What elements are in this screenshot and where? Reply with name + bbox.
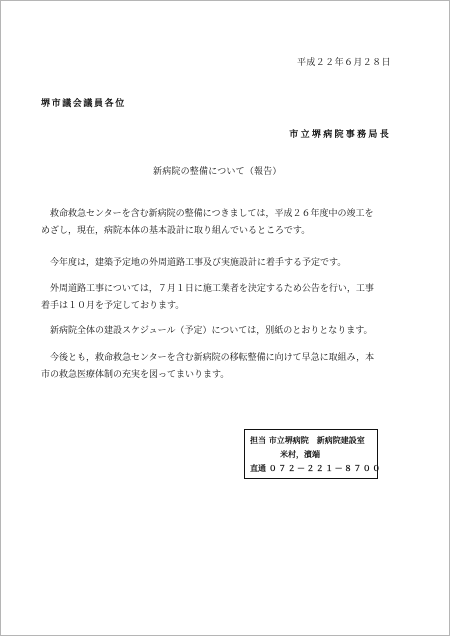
paragraph-2 xyxy=(41,255,421,272)
sender-line: 市立堺病院事務局長 xyxy=(289,130,391,140)
recipient-line: 堺市議会議員各位 xyxy=(41,99,126,109)
contact-label-phone: 直通 xyxy=(250,463,266,473)
paragraph-3 xyxy=(41,281,421,315)
contact-label-tanto: 担当 xyxy=(250,435,266,445)
contact-persons-row xyxy=(250,447,377,461)
contact-persons: 米村，濱端 xyxy=(280,449,320,459)
paragraph-line: 着手は１０月を予定しております。 xyxy=(41,301,185,311)
paragraph-line: 今後とも，救命救急センターを含む新病院の移転整備に向けて早急に取組み，本 xyxy=(41,353,375,363)
paragraph-1 xyxy=(41,206,421,240)
document-date: 平成２２年６月２８日 xyxy=(296,58,391,68)
paragraph-5 xyxy=(41,350,421,384)
contact-phone-row xyxy=(250,461,382,475)
paragraph-line: 今年度は，建築予定地の外周道路工事及び実施設計に着手する予定です。 xyxy=(41,258,347,268)
paragraph-4 xyxy=(41,323,421,340)
contact-department-row xyxy=(250,433,377,447)
document-subject: 新病院の整備について（報告） xyxy=(153,167,282,177)
paragraph-line: 救命救急センターを含む新病院の整備につきましては，平成２６年度中の竣工を xyxy=(41,209,374,219)
paragraph-line: 市の救急医療体制の充実を図ってまいります。 xyxy=(41,370,230,380)
paragraph-line: 新病院全体の建設スケジュール（予定）については，別紙のとおりとなります。 xyxy=(41,326,373,336)
contact-department: 市立堺病院 新病院建設室 xyxy=(268,435,365,445)
contact-phone: ０７２－２２１－８７００ xyxy=(268,463,382,473)
paragraph-line: めざし，現在，病院本体の基本設計に取り組んでいるところです。 xyxy=(41,226,311,236)
paragraph-line: 外周道路工事については，７月１日に施工業者を決定するため公告を行い，工事 xyxy=(41,284,374,294)
contact-box xyxy=(244,429,382,479)
